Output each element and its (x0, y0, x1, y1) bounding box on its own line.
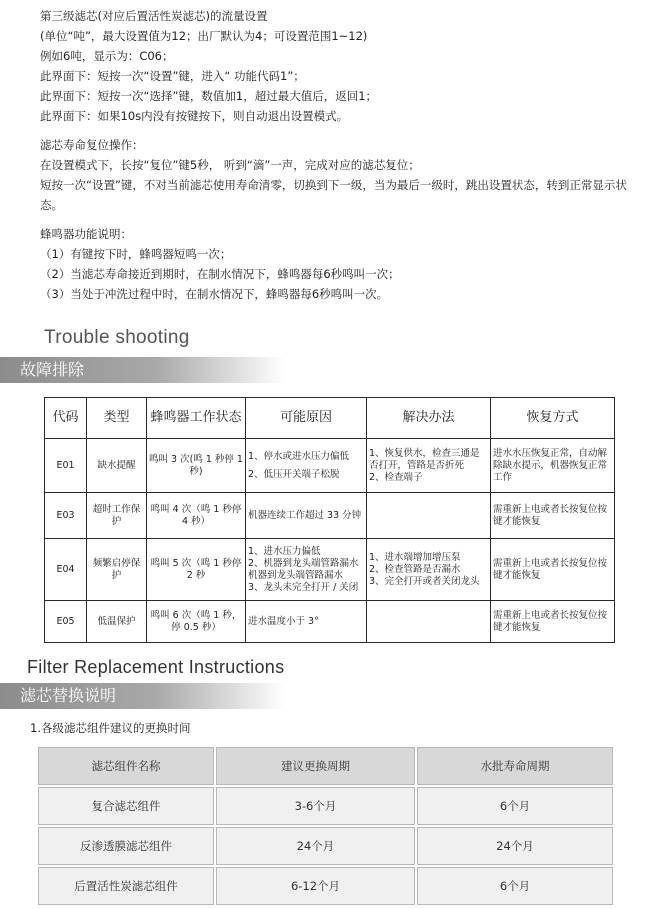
text-line: （2）当滤芯寿命接近到期时，在制水情况下，蜂鸣器每6秒鸣叫一次； (40, 267, 400, 281)
solution-line: 1、恢复供水，检查三通是否打开，管路是否折死 (369, 447, 480, 471)
cell-life: 6个月 (417, 867, 613, 905)
cause-line: 3、龙头未完全打开 / 关闭 (248, 581, 359, 593)
cell-recovery: 需重新上电或者长按复位按键才能恢复 (491, 539, 615, 601)
table-row (45, 601, 615, 643)
trouble-title-cn: 故障排除 (0, 357, 285, 383)
table-row (38, 827, 613, 865)
text-line: 短按一次“设置”键，不对当前滤芯使用寿命清零，切换到下一级，当为最后一级时，跳出设置状态，转到正常显示状态。 (40, 178, 627, 212)
table-row (45, 539, 615, 601)
text-line: 此界面下：短按一次“设置”键，进入“ 功能代码1”； (40, 69, 305, 83)
cause-line: 机器连续工作超过 33 分钟 (248, 509, 362, 521)
header-component: 滤芯组件名称 (38, 747, 214, 785)
text-line: 在设置模式下，长按“复位”键5秒， 听到“滴”一声，完成对应的滤芯复位； (40, 158, 420, 172)
cell-cause (246, 539, 367, 601)
cell-type: 缺水提醒 (87, 439, 147, 493)
table-row (38, 787, 613, 825)
cell-solution (367, 539, 491, 601)
cause-line: 2、低压开关端子松脱 (248, 468, 340, 480)
cell-period: 24个月 (216, 827, 415, 865)
header-cause: 可能原因 (246, 398, 367, 439)
cell-code: E01 (45, 439, 87, 493)
filter-table (36, 745, 615, 907)
text-line: (单位“吨”，最大设置值为12；出厂默认为4；可设置范围1~12) (40, 29, 368, 43)
table-row (38, 867, 613, 905)
cell-recovery: 需重新上电或者长按复位按键才能恢复 (491, 601, 615, 643)
cell-recovery: 需重新上电或者长按复位按键才能恢复 (491, 493, 615, 539)
table-header-row (38, 747, 613, 785)
solution-line: 2、检查端子 (369, 471, 423, 483)
cell-component: 反渗透膜滤芯组件 (38, 827, 214, 865)
cell-cause (246, 601, 367, 643)
instructions-text (40, 6, 640, 304)
header-type: 类型 (87, 398, 147, 439)
cell-type: 超时工作保护 (87, 493, 147, 539)
cell-code: E05 (45, 601, 87, 643)
text-line: （1）有键按下时，蜂鸣器短鸣一次； (40, 247, 232, 261)
table-row (45, 493, 615, 539)
text-line: 此界面下：短按一次“选择”键，数值加1，超过最大值后，返回1； (40, 89, 378, 103)
cell-buzzer: 鸣叫 4 次（鸣 1 秒停 4 秒） (147, 493, 246, 539)
cell-component: 复合滤芯组件 (38, 787, 214, 825)
cause-line: 1、进水压力偏低 (248, 545, 321, 557)
table-row (45, 439, 615, 493)
trouble-table (44, 397, 615, 643)
header-period: 建议更换周期 (216, 747, 415, 785)
cell-buzzer: 鸣叫 3 次(鸣 1 秒停 1 秒) (147, 439, 246, 493)
cell-component: 后置活性炭滤芯组件 (38, 867, 214, 905)
cause-line: 2、机器到龙头端管路漏水机器到龙头端管路漏水 (248, 557, 359, 581)
cell-type: 频繁启停保护 (87, 539, 147, 601)
trouble-title-en: Trouble shooting (44, 327, 190, 348)
solution-line: 2、检查管路是否漏水 (369, 563, 461, 575)
cell-solution (367, 493, 491, 539)
cause-line: 进水温度小于 3° (248, 615, 319, 627)
header-buzzer: 蜂鸣器工作状态 (147, 398, 246, 439)
text-line: 滤芯寿命复位操作： (40, 138, 144, 152)
cell-code: E03 (45, 493, 87, 539)
cell-solution (367, 601, 491, 643)
text-line: 蜂鸣器功能说明： (40, 227, 132, 241)
solution-line: 3、完全打开或者关闭龙头 (369, 575, 480, 587)
filter-title-en: Filter Replacement Instructions (27, 657, 285, 677)
cell-recovery: 进水水压恢复正常，自动解除缺水提示，机器恢复正常工作 (491, 439, 615, 493)
cell-cause (246, 439, 367, 493)
cell-period: 3-6个月 (216, 787, 415, 825)
cell-cause (246, 493, 367, 539)
cell-period: 6-12个月 (216, 867, 415, 905)
text-line: 此界面下：如果10s内没有按键按下，则自动退出设置模式。 (40, 109, 349, 123)
text-line: 例如6吨，显示为：C06； (40, 49, 174, 63)
header-life: 水批寿命周期 (417, 747, 613, 785)
cell-type: 低温保护 (87, 601, 147, 643)
filter-title-cn: 滤芯替换说明 (0, 683, 285, 709)
cell-solution (367, 439, 491, 493)
cell-life: 24个月 (417, 827, 613, 865)
cause-line: 1、停水或进水压力偏低 (248, 450, 350, 462)
header-recovery: 恢复方式 (491, 398, 615, 439)
text-line: （3）当处于冲洗过程中时，在制水情况下，蜂鸣器每6秒鸣叫一次。 (40, 287, 389, 301)
cell-buzzer: 鸣叫 6 次（鸣 1 秒，停 0.5 秒） (147, 601, 246, 643)
header-solution: 解决办法 (367, 398, 491, 439)
cell-life: 6个月 (417, 787, 613, 825)
text-line: 第三级滤芯(对应后置活性炭滤芯)的流量设置 (40, 9, 268, 23)
cell-buzzer: 鸣叫 5 次（鸣 1 秒停 2 秒 (147, 539, 246, 601)
table-header-row (45, 398, 615, 439)
solution-line: 1、进水端增加增压泵 (369, 551, 461, 563)
header-code: 代码 (45, 398, 87, 439)
filter-subtitle: 1.各级滤芯组件建议的更换时间 (30, 721, 191, 735)
cell-code: E04 (45, 539, 87, 601)
